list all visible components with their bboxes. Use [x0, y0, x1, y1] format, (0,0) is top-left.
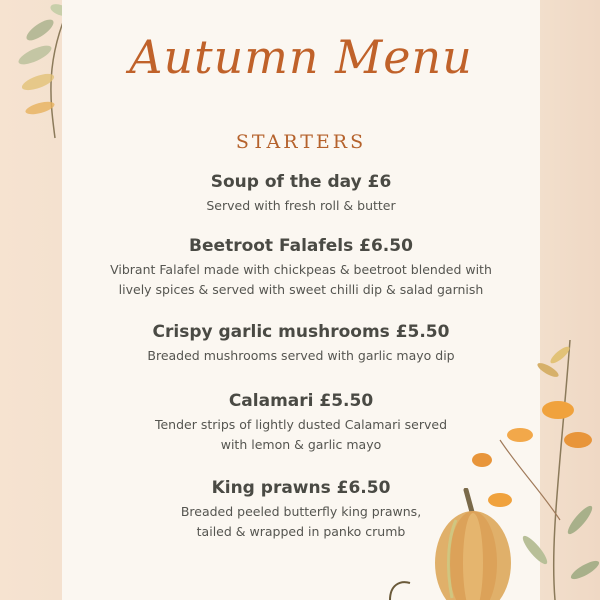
item-description: Served with fresh roll & butter [206, 198, 396, 213]
section-heading: STARTERS [235, 131, 367, 153]
menu-title: Autumn Menu [129, 30, 473, 84]
item-description: Vibrant Falafel made with chickpeas & beetroot blended with lively spices & served with sweet chilli dip & salad garnish [110, 262, 492, 297]
menu-item [62, 322, 540, 366]
item-description: Breaded mushrooms served with garlic mayo dip [147, 348, 455, 363]
menu-item [62, 391, 540, 455]
item-name: King prawns £6.50 [211, 478, 391, 498]
item-name: Soup of the day £6 [210, 172, 392, 192]
item-name: Beetroot Falafels £6.50 [189, 236, 413, 256]
menu-card [62, 0, 540, 600]
menu-item [62, 172, 540, 216]
item-description: Breaded peeled butterfly king prawns, tailed & wrapped in panko crumb [180, 504, 422, 539]
item-description: Tender strips of lightly dusted Calamari served with lemon & garlic mayo [154, 417, 448, 452]
item-name: Calamari £5.50 [228, 391, 374, 411]
item-name: Crispy garlic mushrooms £5.50 [152, 322, 450, 342]
menu-item [62, 236, 540, 300]
menu-item [62, 478, 540, 542]
